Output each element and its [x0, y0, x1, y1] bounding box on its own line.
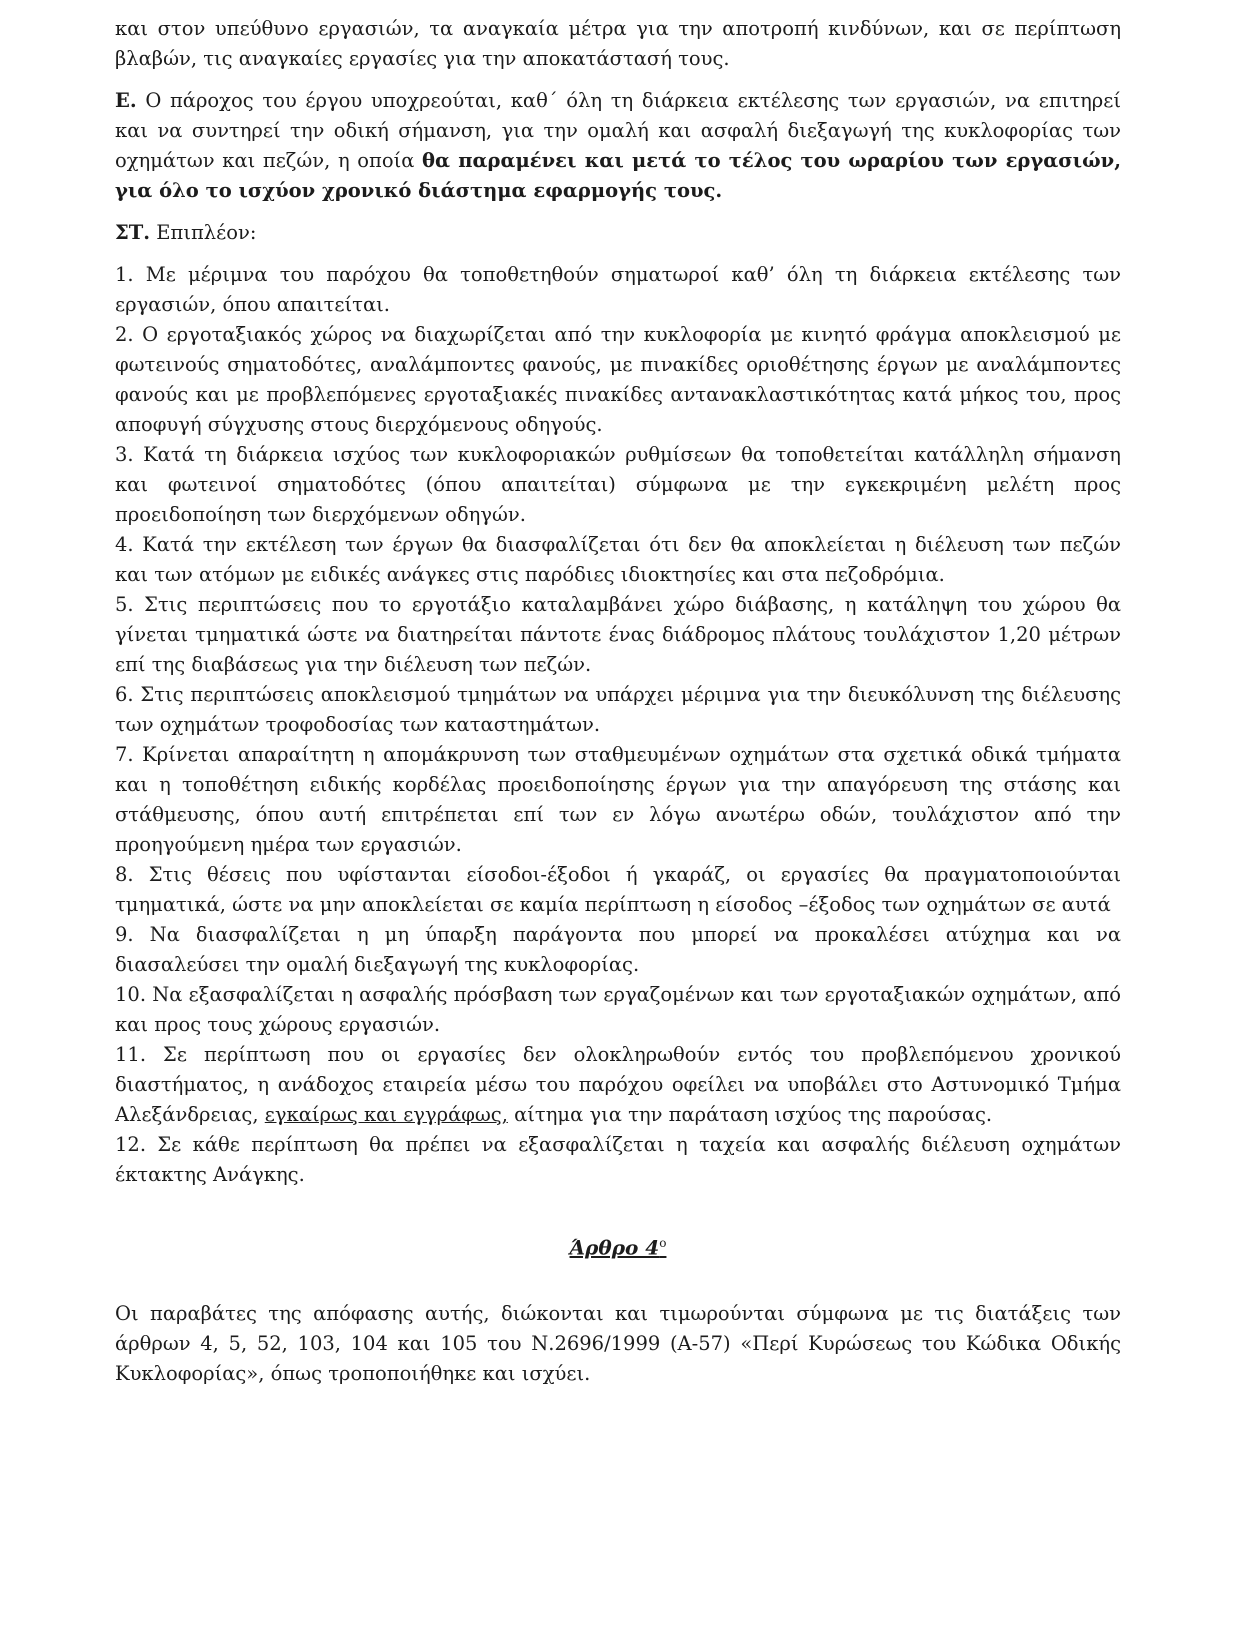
list-item: 7. Κρίνεται απαραίτητη η απομάκρυνση των σταθμευμένων οχημάτων στα σχετικά οδικά τμήματα και η τοποθέτηση ειδικής κορδέλας προειδοποίησης έργων για την απαγόρευση της στάσης και στάθμευσης, όπου αυτή επιτρέπεται επί των εν λόγω ανωτέρω οδών, τουλάχιστον από την προηγούμενη ημέρα των εργασιών. [115, 743, 1121, 856]
section-e-label: Ε. [115, 89, 137, 112]
section-st [115, 218, 1121, 248]
section-e-bold-text: θα παραμένει και μετά το τέλος του ωραρίου των εργασιών, για όλο το ισχύον χρονικό διάστημα εφαρμογής τους. [115, 149, 1121, 202]
closing-paragraph: Οι παραβάτες της απόφασης αυτής, διώκονται και τιμωρούνται σύμφωνα με τις διατάξεις των άρθρων 4, 5, 52, 103, 104 και 105 του Ν.2696/1999 (Α-57) «Περί Κυρώσεως του Κώδικα Οδικής Κυκλοφορίας», όπως τροποποιήθηκε και ισχύει. [115, 1301, 1121, 1385]
list-item: 4. Κατά την εκτέλεση των έργων θα διασφαλίζεται ότι δεν θα αποκλείεται η διέλευση των πεζών και των ατόμων με ειδικές ανάγκες στις παρόδιες ιδιοκτησίες και στα πεζοδρόμια. [115, 533, 1121, 586]
item-11-text-end: αίτημα για την παράταση ισχύος της παρούσας. [507, 1103, 993, 1126]
section-st-label: ΣΤ. [115, 221, 151, 244]
list-item: 1. Με μέριμνα του παρόχου θα τοποθετηθούν σηματωροί καθ’ όλη τη διάρκεια εκτέλεσης των εργασιών, όπου απαιτείται. [115, 263, 1121, 316]
item-11-underlined: εγκαίρως και εγγράφως, [264, 1103, 508, 1126]
list-item: 6. Στις περιπτώσεις αποκλεισμού τμημάτων να υπάρχει μέριμνα για την διευκόλυνση της διέλευσης των οχημάτων τροφοδοσίας των καταστημάτων. [115, 683, 1121, 736]
article-heading [115, 1228, 1121, 1263]
list-item: 2. Ο εργοταξιακός χώρος να διαχωρίζεται από την κυκλοφορία με κινητό φράγμα αποκλεισμού με φωτεινούς σηματοδότες, αναλάμποντες φανούς, με πινακίδες οριοθέτησης έργων με αναλάμποντες φανούς και με προβλεπόμενες εργοταξιακές πινακίδες αντανακλαστικότητας κατά μήκος του, προς αποφυγή σύγχυσης στους διερχόμενους οδηγούς. [115, 323, 1121, 436]
measures-list [115, 260, 1121, 1190]
list-item: 8. Στις θέσεις που υφίστανται είσοδοι-έξοδοι ή γκαράζ, οι εργασίες θα πραγματοποιούνται τμηματικά, ώστε να μην αποκλείεται σε καμία περίπτωση η είσοδος –έξοδος των οχημάτων σε αυτά [115, 863, 1121, 916]
list-item: 3. Κατά τη διάρκεια ισχύος των κυκλοφοριακών ρυθμίσεων θα τοποθετείται κατάλληλη σήμανση και φωτεινοί σηματοδότες (όπου απαιτείται) σύμφωνα με την εγκεκριμένη μελέτη προς προειδοποίηση των διερχόμενων οδηγών. [115, 443, 1121, 526]
section-e-text: Ο πάροχος του έργου υποχρεούται, καθ΄ όλη τη διάρκεια εκτέλεσης των εργασιών, να επιτηρεί και να συντηρεί την οδική σήμανση, για την ομαλή και ασφαλή διεξαγωγή της κυκλοφορίας των οχημάτων και πεζών, η οποία [115, 89, 1121, 172]
list-item-11 [115, 1040, 1121, 1130]
list-item: 10. Να εξασφαλίζεται η ασφαλής πρόσβαση των εργαζομένων και των εργοταξιακών οχημάτων, από και προς τους χώρους εργασιών. [115, 983, 1121, 1036]
list-item: 9. Να διασφαλίζεται η μη ύπαρξη παράγοντα που μπορεί να προκαλέσει ατύχημα και να διασαλεύσει την ομαλή διεξαγωγή της κυκλοφορίας. [115, 923, 1121, 976]
section-e [115, 86, 1121, 206]
intro-continuation: και στον υπεύθυνο εργασιών, τα αναγκαία μέτρα για την αποτροπή κινδύνων, και σε περίπτωση βλαβών, τις αναγκαίες εργασίες για την αποκατάστασή τους. [115, 17, 1121, 70]
item-11-text: 11. Σε περίπτωση που οι εργασίες δεν ολοκληρωθούν εντός του προβλεπόμενου χρονικού διαστήματος, η ανάδοχος εταιρεία μέσω του παρόχου οφείλει να υποβάλει στο Αστυνομικό Τμήμα Αλεξάνδρειας, [115, 1043, 1121, 1126]
list-item-12: 12. Σε κάθε περίπτωση θα πρέπει να εξασφαλίζεται η ταχεία και ασφαλής διέλευση οχημάτων έκτακτης Ανάγκης. [115, 1133, 1121, 1186]
article-heading-text: Άρθρο 4 [569, 1235, 660, 1260]
document-page [115, 14, 1121, 1389]
section-st-text: Επιπλέον: [150, 221, 257, 244]
list-item: 5. Στις περιπτώσεις που το εργοτάξιο καταλαμβάνει χώρο διάβασης, η κατάληψη του χώρου θα γίνεται τμηματικά ώστε να διατηρείται πάντοτε ένας διάδρομος πλάτους τουλάχιστον 1,20 μέτρων επί της διαβάσεως για την διέλευση των πεζών. [115, 593, 1121, 676]
article-heading-superscript: ο [659, 1236, 667, 1250]
